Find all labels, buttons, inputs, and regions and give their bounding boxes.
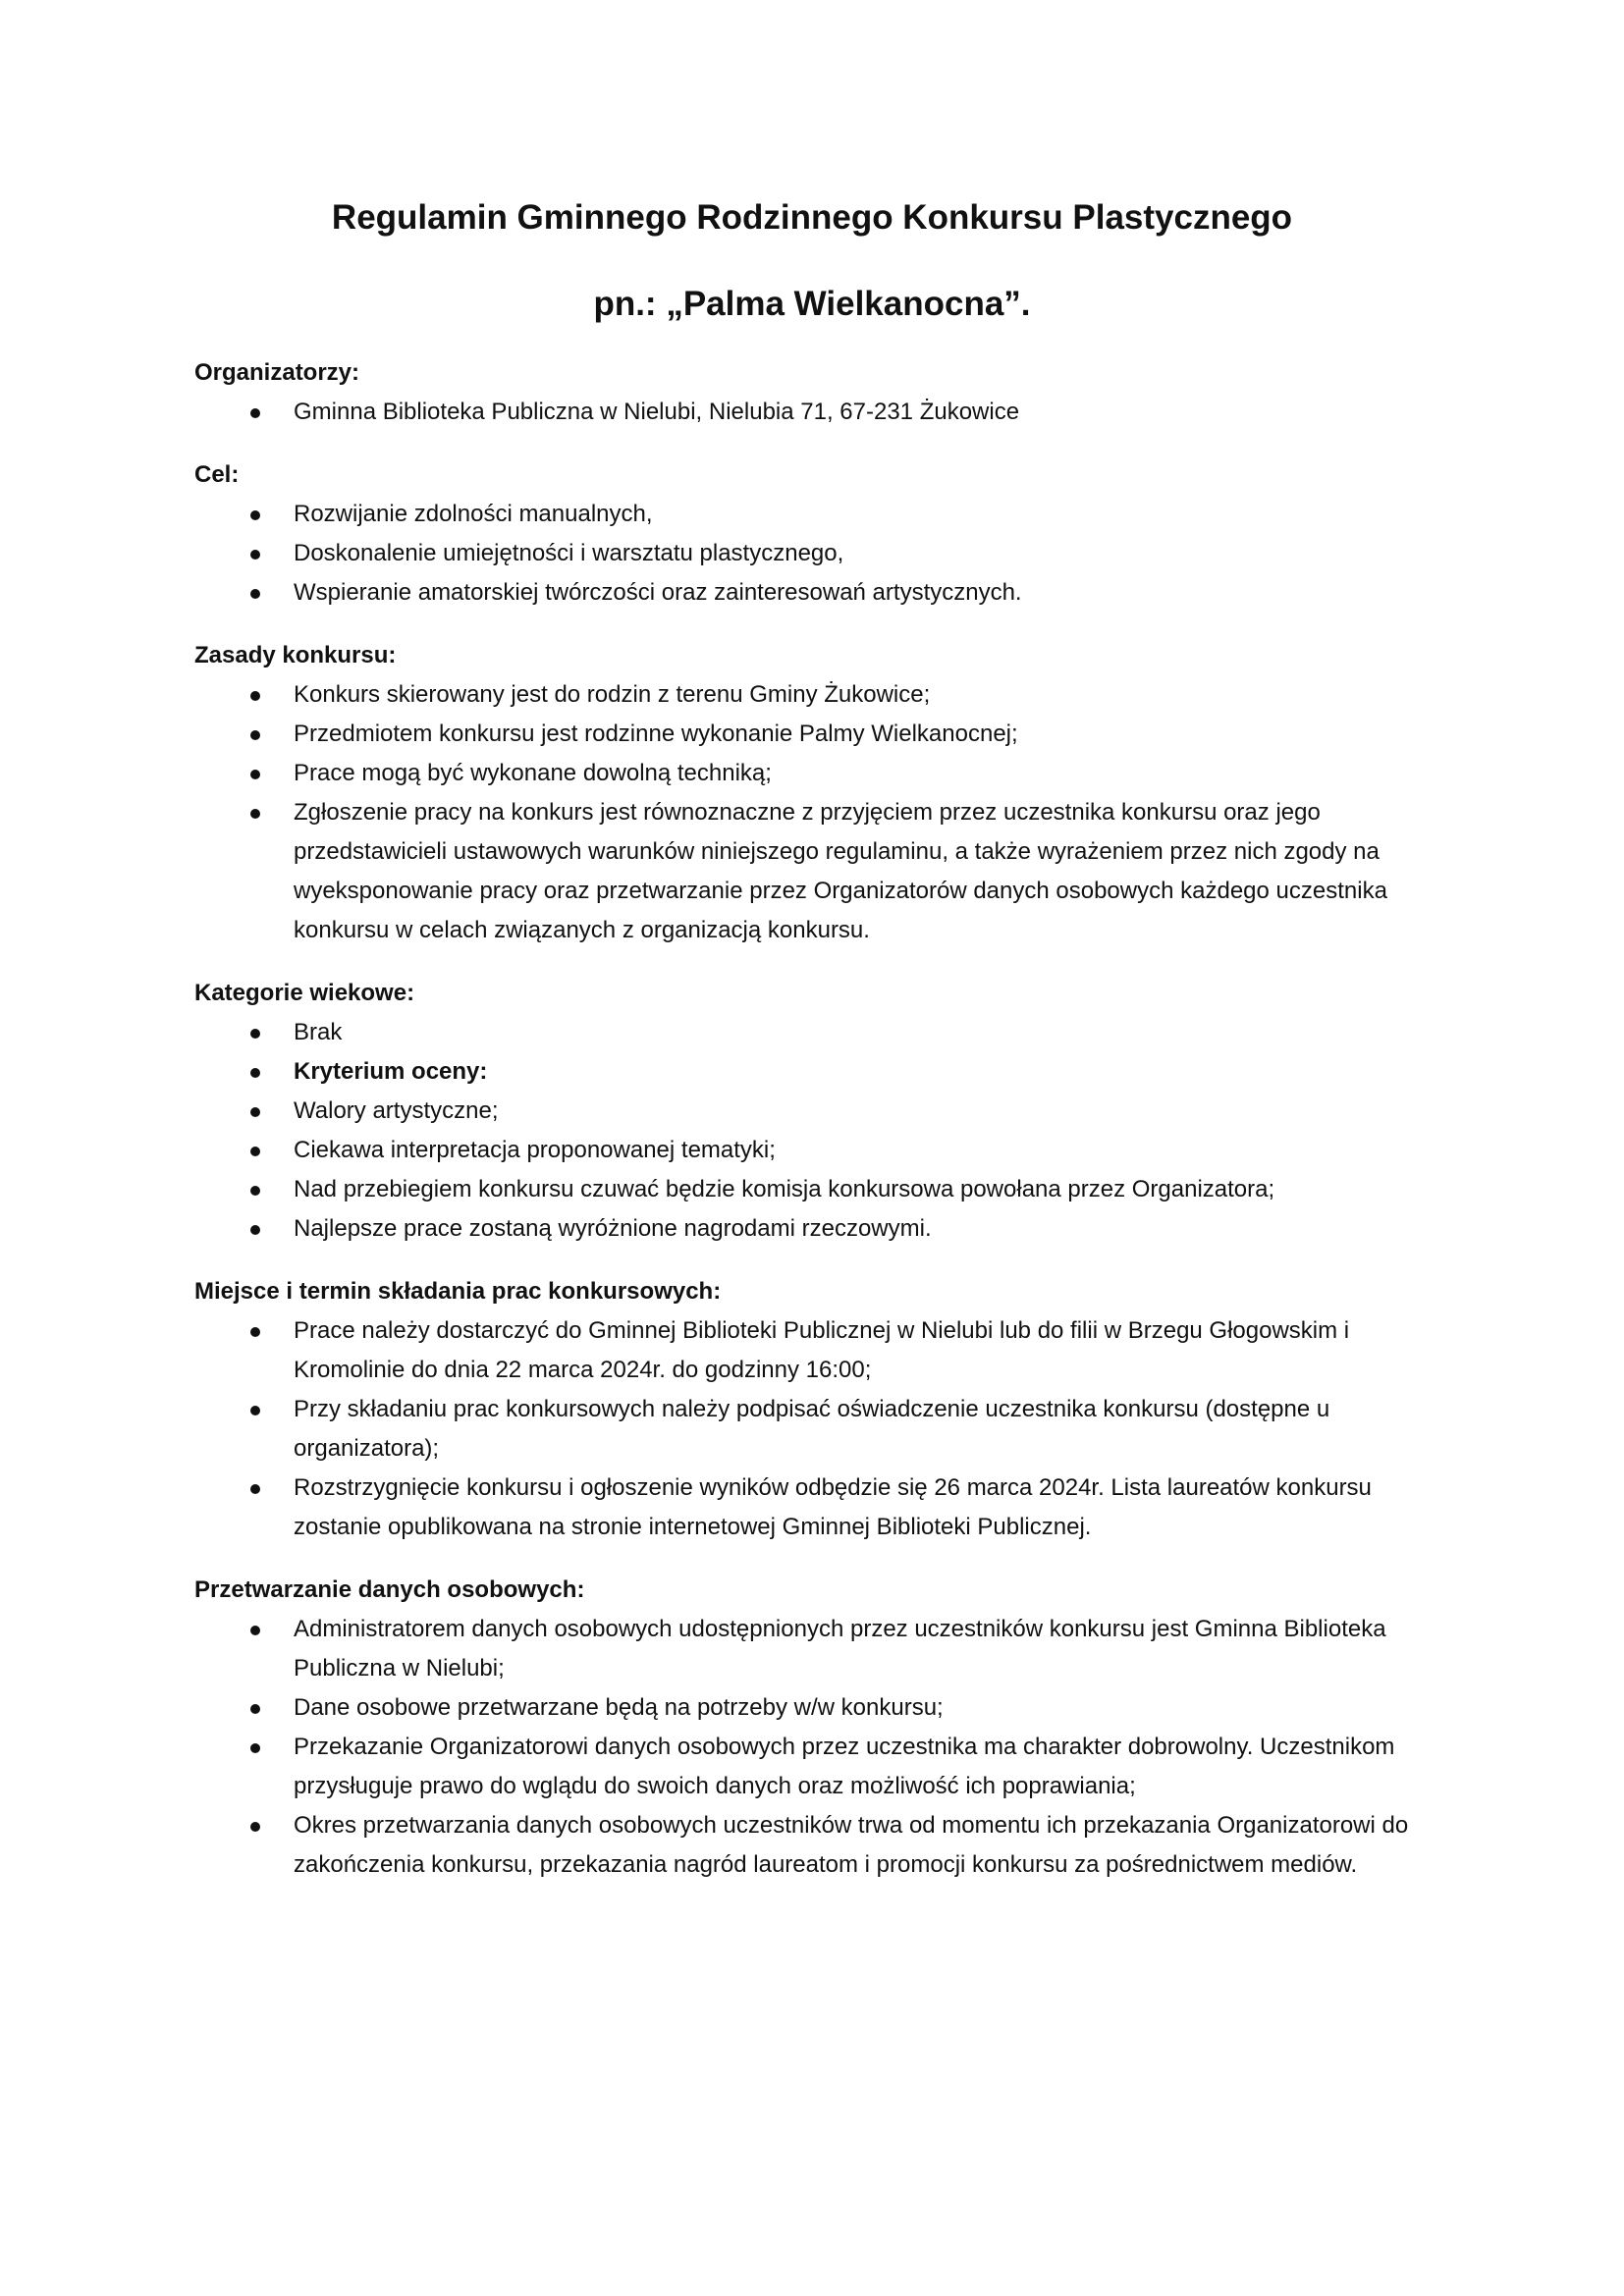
- list-item-text: Prace mogą być wykonane dowolną techniką;: [294, 760, 772, 786]
- section: [194, 1272, 1461, 1547]
- list-item: [194, 1688, 1461, 1728]
- section-heading: Cel:: [194, 461, 240, 488]
- list-item: [194, 1131, 1461, 1170]
- bullet-icon: [250, 1704, 260, 1714]
- list-item: [194, 495, 1461, 534]
- section: [194, 353, 1461, 432]
- list-item-text: Gminna Biblioteka Publiczna w Nielubi, Nielubia 71, 67-231 Żukowice: [294, 399, 1020, 425]
- list-item: [194, 1610, 1461, 1688]
- bullet-icon: [250, 408, 260, 418]
- bullet-icon: [250, 1068, 260, 1078]
- section-heading: Miejsce i termin składania prac konkursowych:: [194, 1278, 722, 1305]
- list-item-text: Rozstrzygnięcie konkursu i ogłoszenie wyników odbędzie się 26 marca 2024r. Lista laureatów konkursu zostanie opublikowana na stronie internetowej Gminnej Biblioteki Publicznej.: [294, 1474, 1372, 1540]
- section-heading: Kategorie wiekowe:: [194, 980, 415, 1006]
- section: [194, 1571, 1461, 1885]
- section-heading: Przetwarzanie danych osobowych:: [194, 1576, 585, 1603]
- list-item-text: Zgłoszenie pracy na konkurs jest równoznaczne z przyjęciem przez uczestnika konkursu oraz jego przedstawicieli ustawowych warunków niniejszego regulaminu, a także wyrażeniem przez nich zgody na wyeksponowanie pracy oraz przetwarzanie przez Organizatorów danych osobowych każdego uczestnika konkursu w celach związanych z organizacją konkursu.: [294, 799, 1387, 943]
- list-item-text: Rozwijanie zdolności manualnych,: [294, 501, 653, 527]
- bullet-icon: [250, 550, 260, 560]
- bullet-icon: [250, 1147, 260, 1156]
- list-item: [194, 1311, 1461, 1390]
- list-item: [194, 1013, 1461, 1052]
- list-item: [194, 534, 1461, 573]
- section: [194, 636, 1461, 950]
- bullet-icon: [250, 1107, 260, 1117]
- bullet-list: [194, 1311, 1461, 1547]
- list-item-text: Brak: [294, 1019, 343, 1045]
- list-item: [194, 1092, 1461, 1131]
- list-item-text: Okres przetwarzania danych osobowych uczestników trwa od momentu ich przekazania Organizatorowi do zakończenia konkursu, przekazania nagród laureatom i promocji konkursu za pośrednictwem mediów.: [294, 1812, 1409, 1878]
- bullet-icon: [250, 809, 260, 819]
- bullet-list: [194, 1013, 1461, 1249]
- list-item: [194, 393, 1461, 432]
- document-body: [194, 353, 1461, 1908]
- list-item-text: Nad przebiegiem konkursu czuwać będzie komisja konkursowa powołana przez Organizatora;: [294, 1176, 1275, 1202]
- list-item-text: Doskonalenie umiejętności i warsztatu plastycznego,: [294, 540, 844, 566]
- list-item-text: Kryterium oceny:: [294, 1058, 488, 1085]
- list-item-text: Konkurs skierowany jest do rodzin z terenu Gminy Żukowice;: [294, 681, 931, 708]
- list-item-text: Przy składaniu prac konkursowych należy podpisać oświadczenie uczestnika konkursu (dostępne u organizatora);: [294, 1396, 1330, 1462]
- section-heading: Zasady konkursu:: [194, 642, 397, 668]
- document-title-line1: Regulamin Gminnego Rodzinnego Konkursu Plastycznego: [331, 198, 1293, 237]
- list-item: [194, 715, 1461, 754]
- list-item: [194, 1728, 1461, 1806]
- bullet-icon: [250, 589, 260, 599]
- list-item: [194, 675, 1461, 715]
- list-item: [194, 1052, 1461, 1092]
- bullet-icon: [250, 770, 260, 779]
- bullet-list: [194, 393, 1461, 432]
- bullet-icon: [250, 1484, 260, 1494]
- list-item-text: Wspieranie amatorskiej twórczości oraz zainteresowań artystycznych.: [294, 579, 1022, 606]
- section-heading: Organizatorzy:: [194, 359, 360, 386]
- bullet-icon: [250, 1225, 260, 1235]
- bullet-icon: [250, 691, 260, 701]
- bullet-icon: [250, 1626, 260, 1635]
- list-item-text: Przedmiotem konkursu jest rodzinne wykonanie Palmy Wielkanocnej;: [294, 721, 1018, 747]
- list-item-text: Prace należy dostarczyć do Gminnej Biblioteki Publicznej w Nielubi lub do filii w Brzegu Głogowskim i Kromolinie do dnia 22 marca 2024r. do godzinny 16:00;: [294, 1317, 1350, 1383]
- list-item: [194, 1209, 1461, 1249]
- list-item-text: Walory artystyczne;: [294, 1097, 499, 1124]
- bullet-icon: [250, 1822, 260, 1832]
- list-item-text: Ciekawa interpretacja proponowanej tematyki;: [294, 1137, 776, 1163]
- list-item: [194, 754, 1461, 793]
- section: [194, 455, 1461, 613]
- bullet-icon: [250, 1327, 260, 1337]
- list-item-text: Dane osobowe przetwarzane będą na potrzeby w/w konkursu;: [294, 1694, 944, 1721]
- bullet-icon: [250, 1406, 260, 1415]
- list-item-text: Najlepsze prace zostaną wyróżnione nagrodami rzeczowymi.: [294, 1215, 932, 1242]
- bullet-list: [194, 675, 1461, 950]
- bullet-list: [194, 495, 1461, 613]
- list-item-text: Przekazanie Organizatorowi danych osobowych przez uczestnika ma charakter dobrowolny. Uczestnikom przysługuje prawo do wglądu do swoich danych oraz możliwość ich poprawiania;: [294, 1734, 1395, 1799]
- bullet-icon: [250, 730, 260, 740]
- document-title-line2: pn.: „Palma Wielkanocna”.: [593, 285, 1031, 323]
- list-item: [194, 1390, 1461, 1468]
- bullet-list: [194, 1610, 1461, 1885]
- list-item: [194, 1170, 1461, 1209]
- bullet-icon: [250, 510, 260, 520]
- list-item: [194, 793, 1461, 950]
- section: [194, 974, 1461, 1249]
- bullet-icon: [250, 1186, 260, 1196]
- list-item-text: Administratorem danych osobowych udostępnionych przez uczestników konkursu jest Gminna Biblioteka Publiczna w Nielubi;: [294, 1616, 1386, 1682]
- list-item: [194, 1468, 1461, 1547]
- bullet-icon: [250, 1743, 260, 1753]
- list-item: [194, 573, 1461, 613]
- bullet-icon: [250, 1029, 260, 1039]
- list-item: [194, 1806, 1461, 1885]
